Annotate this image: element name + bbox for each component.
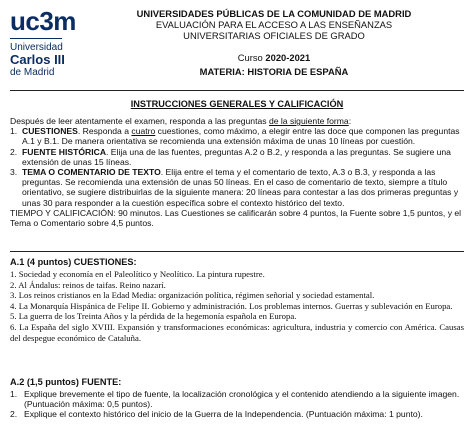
instructions-intro — [10, 116, 464, 126]
list-item: 2. Al Ándalus: reinos de taifas. Reino nazarí. — [10, 279, 166, 290]
header-line-2: EVALUACIÓN PARA EL ACCESO A LAS ENSEÑANZAS — [155, 19, 393, 30]
list-item: 4. La Monarquía Hispánica de Felipe II. Gobierno y administración. Los problemas internos. Guerras y sublevación en Europa. — [10, 300, 453, 311]
university-logo — [10, 6, 74, 84]
item-heading: CUESTIONES — [22, 126, 78, 137]
course-line — [90, 52, 458, 63]
instruction-item-1 — [10, 126, 464, 146]
list-item: 1. Sociedad y economía en el Paleolítico y Neolítico. La pintura rupestre. — [10, 269, 265, 279]
list-item: 6. La España del siglo XVIII. Expansión y transformaciones económicas: agricultura, industria y comercio con América. Causas del despegue económico de Cataluña. — [10, 321, 464, 343]
instructions-title: INSTRUCCIONES GENERALES Y CALIFICACIÓN — [130, 99, 344, 109]
exam-header — [90, 8, 458, 77]
section-a1 — [10, 257, 464, 343]
header-line-1: UNIVERSIDADES PÚBLICAS DE LA COMUNIDAD DE MADRID — [136, 8, 412, 19]
instructions-body — [10, 116, 464, 228]
logo-divider — [10, 38, 62, 39]
course-label: Curso — [237, 52, 266, 63]
logo-line-3: de Madrid — [10, 67, 55, 78]
intro-underlined: de la siguiente forma — [268, 116, 349, 126]
subject-value: HISTORIA DE ESPAÑA — [247, 66, 349, 77]
item-number: 2. — [10, 409, 18, 420]
item-rest: cuestiones, como máximo, a elegir entre las doce que componen las preguntas A.1 y B.1. De manera orientativa se recomienda una extensión máxima de unas 10 líneas por cuestión. — [22, 126, 460, 147]
item-number: 3. — [10, 167, 18, 178]
instructions-divider — [10, 251, 464, 252]
subject-label: MATERIA: — [199, 66, 248, 77]
item-number: 2. — [10, 146, 18, 157]
list-item: 5. La guerra de los Treinta Años y la pérdida de la hegemonía española en Europa. — [10, 311, 297, 322]
list-item — [10, 409, 464, 419]
subject-line — [90, 66, 458, 77]
list-item — [10, 389, 464, 409]
logo-line-2: Carlos III — [10, 52, 65, 67]
instruction-item-3 — [10, 167, 464, 208]
item-number: 1. — [10, 126, 18, 137]
grading-text: TIEMPO Y CALIFICACIÓN: 90 minutos. Las Cuestiones se calificarán sobre 4 puntos, la Fuente sobre 1,5 puntos, y el Tema o Comentario sobre 4,5 puntos. — [10, 207, 462, 229]
logo-wordmark: uc3m — [10, 6, 76, 36]
item-rest: . Elija entre el tema y el comentario de texto, A.3 o B.3, y responda a las preguntas. Se recomienda una extensión de unas 50 líneas. En el caso de comentario de texto, siempre a título orientativo, se sugiere distribuirlas de la siguiente manera: 20 líneas para contestar a las dos primeras preguntas y unas 30 para responder a la cuestión específica sobre el contexto histórico del texto. — [22, 167, 459, 208]
a2-list — [10, 389, 464, 420]
instruction-item-2 — [10, 147, 464, 167]
item-heading: TEMA O COMENTARIO DE TEXTO — [22, 167, 161, 178]
course-value: 2020-2021 — [265, 52, 311, 63]
item-text — [22, 167, 464, 208]
item-text: Explique brevemente el tipo de fuente, la localización cronológica y el contenido atendiendo a la siguiente imagen. (Puntuación máxima: 0,5 puntos). — [24, 389, 460, 410]
item-text — [22, 147, 464, 167]
item-text — [22, 126, 464, 146]
header-line-3: UNIVERSITARIAS OFICIALES DE GRADO — [183, 30, 365, 41]
item-rest: . Elija una de las fuentes, preguntas A.2 o B.2, y responda a las preguntas. Se sugiere una extensión de unas 15 líneas. — [22, 146, 451, 167]
a1-title: A.1 (4 puntos) CUESTIONES: — [10, 257, 137, 267]
intro-text: Después de leer atentamente el examen, responda a las preguntas — [10, 116, 269, 126]
item-number: 1. — [10, 389, 18, 399]
item-pre: . Responda a — [77, 126, 132, 137]
section-a2 — [10, 377, 464, 420]
a1-list — [10, 269, 464, 343]
item-heading: FUENTE HISTÓRICA — [22, 146, 107, 157]
list-item: 3. Los reinos cristianos en la Edad Media: organización política, régimen señorial y sociedad estamental. — [10, 290, 375, 301]
header-divider — [10, 90, 464, 91]
logo-line-1: Universidad — [10, 42, 63, 53]
intro-colon: : — [348, 116, 352, 126]
item-underlined: cuatro — [131, 126, 156, 137]
a2-title: A.2 (1,5 puntos) FUENTE: — [10, 377, 122, 387]
item-text: Explique el contexto histórico del inicio de la Guerra de la Independencia. (Puntuación máxima: 1 punto). — [24, 409, 423, 420]
